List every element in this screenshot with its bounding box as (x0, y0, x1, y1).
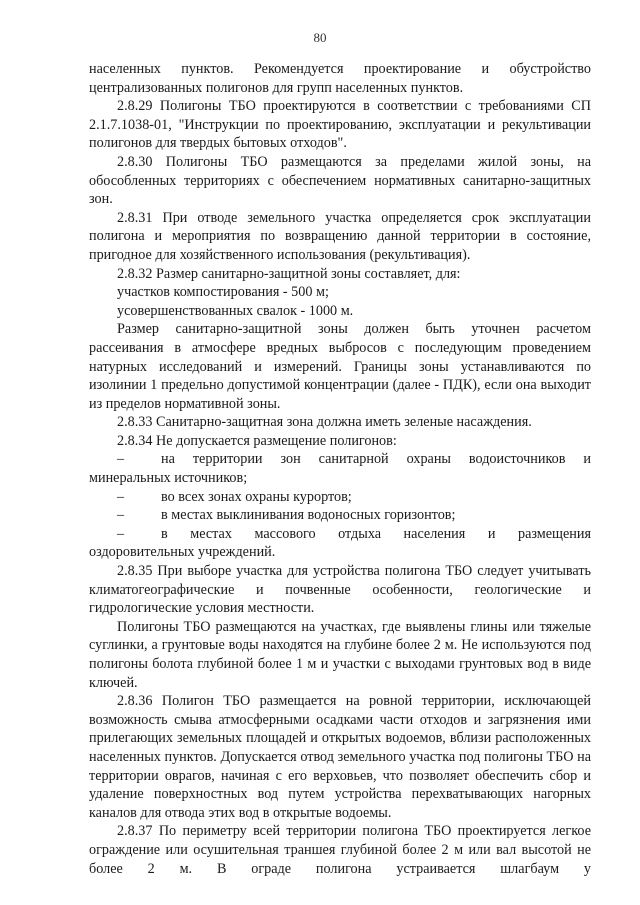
list-item-text: в местах массового отдыха населения и размещения (161, 525, 591, 542)
page-number: 80 (313, 30, 327, 45)
paragraph-continuation: населенных пунктов. Рекомендуется проектирование и обустройство централизованных полигонов для групп населенных пунктов. (89, 61, 591, 96)
prohibited-locations-list (89, 450, 591, 562)
paragraph-zone-size: Размер санитарно-защитной зоны должен быть уточнен расчетом рассеивания в атмосфере вредных выбросов с последующим проведением натурных исследований и измерений. Границы зоны устанавливаются по изолинии 1 предельно допустимой концентрации (далее - ПДК), если она выходит из пределов нормативной зоны. (89, 321, 591, 412)
sanitary-zone-composting: участков компостирования - 500 м; (117, 284, 329, 301)
list-item (89, 506, 591, 525)
paragraph-2-8-36: 2.8.36 Полигон ТБО размещается на ровной территории, исключающей возможность смыва атмосферными осадками части отходов и загрязнения ими прилегающих земельных площадей и открытых водоемов, вблизи расположенных населенных пунктов. Допускается отвод земельного участка под полигоны ТБО на территории оврагов, начиная с его верховьев, что позволяет обеспечить сбор и удаление поверхностных вод путем устройства перехватывающих нагорных каналов для отвода этих вод в открытые водоемы. (89, 693, 591, 821)
paragraph-2-8-31: 2.8.31 При отводе земельного участка определяется срок эксплуатации полигона и мероприятия по возвращению данной территории в состояние, пригодное для хозяйственного использования (рекультивация). (89, 209, 591, 263)
list-item-text: на территории зон санитарной охраны водоисточников и (161, 451, 591, 468)
list-item (89, 450, 591, 487)
list-dash: – (117, 507, 125, 524)
paragraph-2-8-30: 2.8.30 Полигоны ТБО размещаются за пределами жилой зоны, на обособленных территориях с обеспечением нормативных санитарно-защитных зон. (89, 153, 591, 208)
sanitary-zone-landfills: усовершенствованных свалок - 1000 м. (117, 302, 354, 319)
paragraph-2-8-35: 2.8.35 При выборе участка для устройства полигона ТБО следует учитывать климатогеографические и почвенные особенности, геологические и гидрологические условия местности. (89, 563, 591, 617)
paragraph-2-8-29: 2.8.29 Полигоны ТБО проектируются в соответствии с требованиями СП 2.1.7.1038-01, "Инструкции по проектированию, эксплуатации и рекультивации полигонов для твердых бытовых отходов". (89, 98, 591, 152)
list-item (89, 525, 591, 562)
paragraph-2-8-33: 2.8.33 Санитарно-защитная зона должна иметь зеленые насаждения. (117, 414, 532, 431)
document-body (89, 60, 591, 878)
list-item-continuation: минеральных источников; (89, 470, 248, 487)
list-dash: – (117, 488, 125, 505)
paragraph-soil-conditions: Полигоны ТБО размещаются на участках, где выявлены глины или тяжелые суглинки, а грунтовые воды находятся на глубине более 2 м. Не используются под полигоны болота глубиной более 1 м и участки с выходами грунтовых вод в виде ключей. (89, 618, 591, 691)
list-item (89, 488, 591, 507)
list-item-text: во всех зонах охраны курортов; (161, 488, 352, 505)
paragraph-2-8-32: 2.8.32 Размер санитарно-защитной зоны составляет, для: (117, 265, 461, 282)
list-dash: – (117, 525, 125, 542)
paragraph-2-8-34: 2.8.34 Не допускается размещение полигонов: (117, 432, 397, 449)
paragraph-2-8-37: 2.8.37 По периметру всей территории полигона ТБО проектируется легкое ограждение или осушительная траншея глубиной более 2 м или вал высотой не более 2 м. В ограде полигона устраивается шлагбаум у (89, 823, 591, 877)
list-item-continuation: оздоровительных учреждений. (89, 544, 276, 561)
list-dash: – (117, 451, 125, 468)
list-item-text: в местах выклинивания водоносных горизонтов; (161, 507, 456, 524)
